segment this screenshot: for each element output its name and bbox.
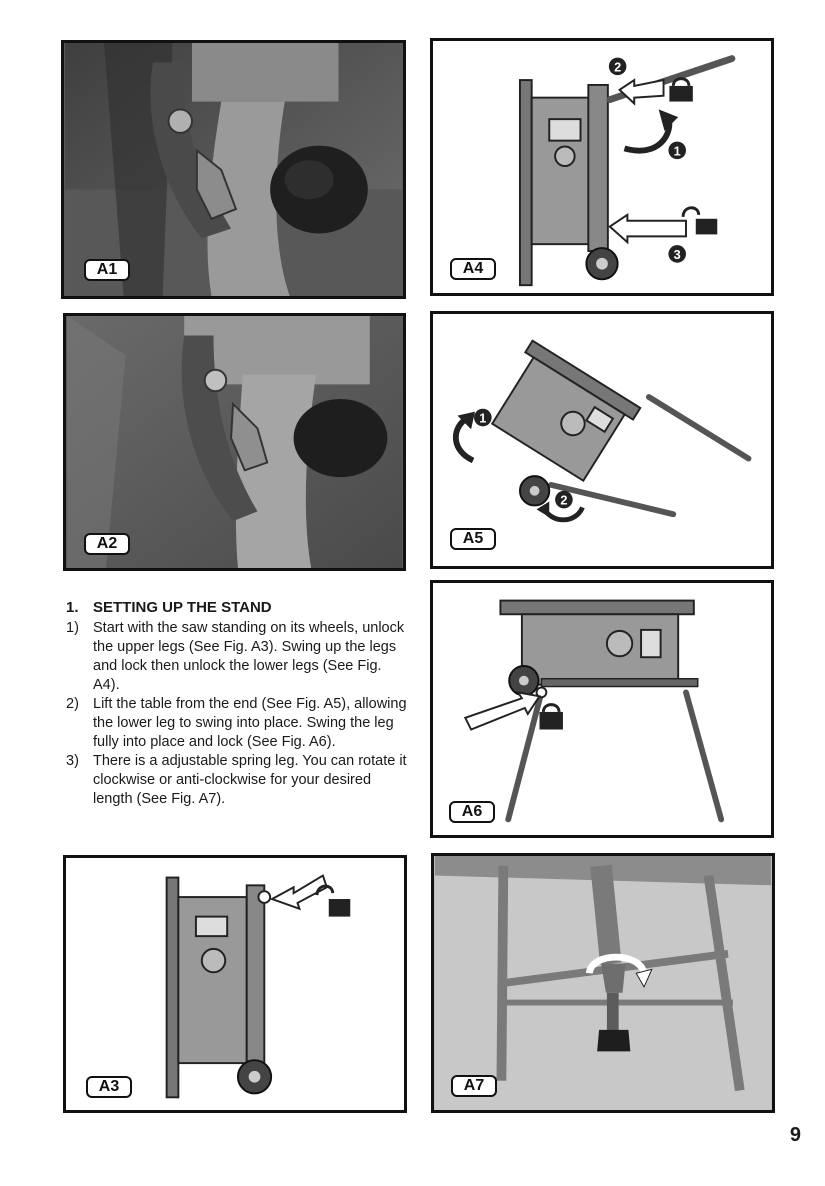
lock-icon [539, 705, 562, 730]
unlock-icon [683, 208, 717, 235]
figure-a1-label: A1 [84, 259, 130, 281]
step-text: There is a adjustable spring leg. You can rotate it clockwise or anti-clockwise for your desired length (See Fig. A7). [93, 753, 407, 807]
push-arrow-icon [620, 80, 664, 103]
figure-a7-label: A7 [451, 1075, 497, 1097]
step-number: 1) [66, 620, 79, 636]
instruction-step [66, 752, 411, 809]
section-title: SETTING UP THE STAND [93, 599, 272, 616]
figure-a4-label: A4 [450, 258, 496, 280]
setup-instructions [66, 598, 411, 809]
instruction-step [66, 619, 411, 695]
a5-callout-1: 1 [479, 411, 487, 426]
lock-icon [669, 79, 692, 102]
section-number: 1. [66, 599, 79, 616]
figure-a7-illustration [434, 856, 772, 1110]
figure-a2 [63, 313, 406, 571]
step-text: Start with the saw standing on its wheels, unlock the upper legs (See Fig. A3). Swing up the legs and lock then unlock the lower legs (See Fig. A4). [93, 620, 405, 693]
figure-a4 [430, 38, 774, 296]
figure-a2-illustration [66, 316, 403, 568]
figure-a6-illustration [433, 583, 771, 835]
step-number: 2) [66, 696, 79, 712]
figure-a3-illustration [66, 858, 404, 1110]
figure-a2-label: A2 [84, 533, 130, 555]
page-number: 9 [789, 1124, 801, 1146]
section-heading [66, 598, 411, 617]
a4-callout-3: 3 [673, 247, 681, 262]
step-text: Lift the table from the end (See Fig. A5), allowing the lower leg to swing into place. Swing the leg fully into place and lock (See Fig. A6). [93, 696, 407, 750]
figure-a4-illustration [433, 41, 771, 293]
figure-a3-label: A3 [86, 1076, 132, 1098]
figure-a3 [63, 855, 407, 1113]
push-arrow-icon [465, 692, 539, 729]
figure-a5-label: A5 [450, 528, 496, 550]
step-number: 3) [66, 753, 79, 769]
figure-a6 [430, 580, 774, 838]
figure-a5 [430, 311, 774, 569]
figure-a7 [431, 853, 775, 1113]
a4-callout-2: 2 [614, 60, 622, 75]
figure-a1 [61, 40, 406, 299]
figure-a6-label: A6 [449, 801, 495, 823]
instruction-step [66, 695, 411, 752]
a4-callout-1: 1 [673, 144, 681, 159]
a5-callout-2: 2 [560, 493, 568, 508]
